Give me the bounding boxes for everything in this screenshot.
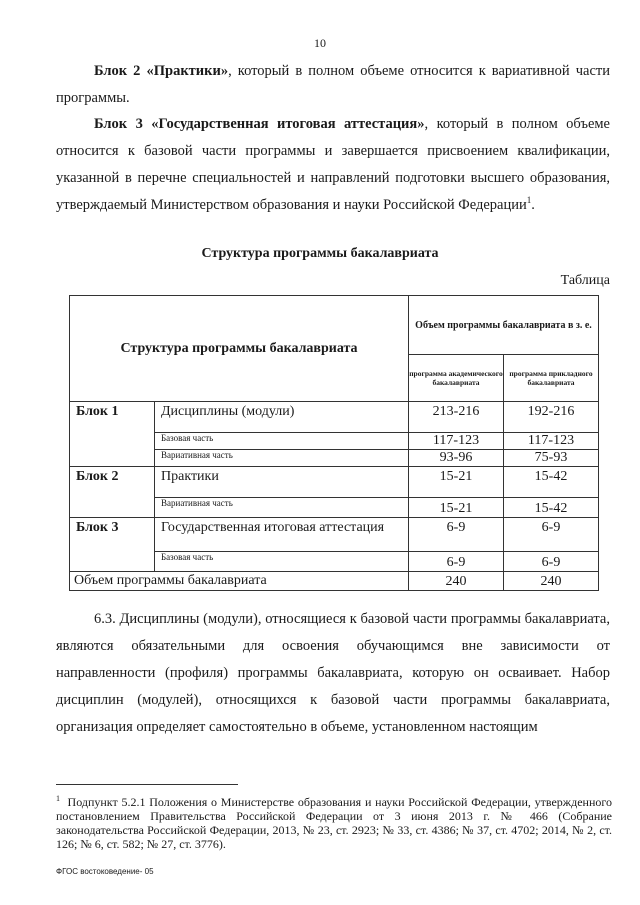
total-academic: 240 xyxy=(409,572,504,591)
row-name: Государственная итоговая аттестация xyxy=(155,518,409,552)
academic-value: 6-9 xyxy=(409,518,504,552)
header-volume: Объем программы бакалавриата в з. е. xyxy=(409,296,599,355)
paragraph-6-3: 6.3. Дисциплины (модули), относящиеся к базовой части программы бакалавриата, являются обязательными для освоения обучающимся вне зависимости от направленности (профиля) программы бакалавриата, которую он осваивает. Набор дисциплин (модулей), относящихся к базовой части программы бакалавриата, организация определяет самостоятельно в объеме, установленном настоящим xyxy=(56,611,610,735)
academic-value: 6-9 xyxy=(409,552,504,572)
block-cell xyxy=(70,450,155,467)
footnote-divider xyxy=(56,784,238,785)
academic-value: 93-96 xyxy=(409,450,504,467)
header-applied: программа прикладного бакалавриата xyxy=(504,355,599,402)
block3-title: Блок 3 «Государственная итоговая аттестация» xyxy=(94,116,425,132)
table-row xyxy=(70,467,599,498)
table-header-row xyxy=(70,296,599,355)
program-structure-table xyxy=(69,295,599,591)
applied-value: 6-9 xyxy=(504,552,599,572)
block3-text-end: . xyxy=(531,197,535,213)
table-row xyxy=(70,518,599,552)
academic-value: 15-21 xyxy=(409,498,504,518)
footer-mark: ФГОС востоковедение- 05 xyxy=(56,867,154,876)
header-structure: Структура программы бакалавриата xyxy=(70,296,409,402)
row-name: Базовая часть xyxy=(155,552,409,572)
block-cell xyxy=(70,552,155,572)
applied-value: 75-93 xyxy=(504,450,599,467)
row-name: Базовая часть xyxy=(155,433,409,450)
applied-value: 117-123 xyxy=(504,433,599,450)
table-heading: Структура программы бакалавриата xyxy=(201,246,439,261)
table-row xyxy=(70,552,599,572)
applied-value: 6-9 xyxy=(504,518,599,552)
block-cell: Блок 3 xyxy=(70,518,155,552)
block2-text: , который в полном объеме относится к вариативной части программы. xyxy=(56,63,610,106)
table-row xyxy=(70,433,599,450)
block2-title: Блок 2 «Практики» xyxy=(94,63,229,79)
block-cell: Блок 1 xyxy=(70,402,155,433)
footnote xyxy=(56,792,612,851)
row-name: Вариативная часть xyxy=(155,498,409,518)
header-academic: программа академического бакалавриата xyxy=(409,355,504,402)
page-number: 10 xyxy=(314,36,326,50)
applied-value: 15-42 xyxy=(504,467,599,498)
table-caption: Таблица xyxy=(560,273,610,288)
table-row xyxy=(70,498,599,518)
academic-value: 213-216 xyxy=(409,402,504,433)
footnote-text: Подпункт 5.2.1 Положения о Министерстве образования и науки Российской Федерации, утвержденного постановлением Правительства Российской Федерации от 3 июня 2013 г. № 466 (Собрание законодательства Российской Федерации, 2013, № 23, ст. 2923; № 33, ст. 4386; № 37, ст. 4702; 2014, № 2, ст. 126; № 6, ст. 582; № 27, ст. 3776). xyxy=(56,795,612,851)
academic-value: 117-123 xyxy=(409,433,504,450)
applied-value: 192-216 xyxy=(504,402,599,433)
table-row xyxy=(70,450,599,467)
total-label: Объем программы бакалавриата xyxy=(70,572,409,591)
paragraph-block2 xyxy=(56,58,610,112)
footnote-reference[interactable]: 1 xyxy=(526,195,532,206)
block-cell xyxy=(70,498,155,518)
row-name: Вариативная часть xyxy=(155,450,409,467)
row-name: Дисциплины (модули) xyxy=(155,402,409,433)
block3-text: , который в полном объеме относится к базовой части программы и завершается присвоением квалификации, указанной в перечне специальностей и направлений подготовки высшего образования, утверждаемый Министерством образования и науки Российской Федерации xyxy=(56,116,610,213)
applied-value: 15-42 xyxy=(504,498,599,518)
block-cell: Блок 2 xyxy=(70,467,155,498)
paragraph-block3 xyxy=(56,111,610,219)
table-row xyxy=(70,402,599,433)
footnote-number: 1 xyxy=(56,794,60,803)
table-total-row xyxy=(70,572,599,591)
total-applied: 240 xyxy=(504,572,599,591)
row-name: Практики xyxy=(155,467,409,498)
academic-value: 15-21 xyxy=(409,467,504,498)
block-cell xyxy=(70,433,155,450)
